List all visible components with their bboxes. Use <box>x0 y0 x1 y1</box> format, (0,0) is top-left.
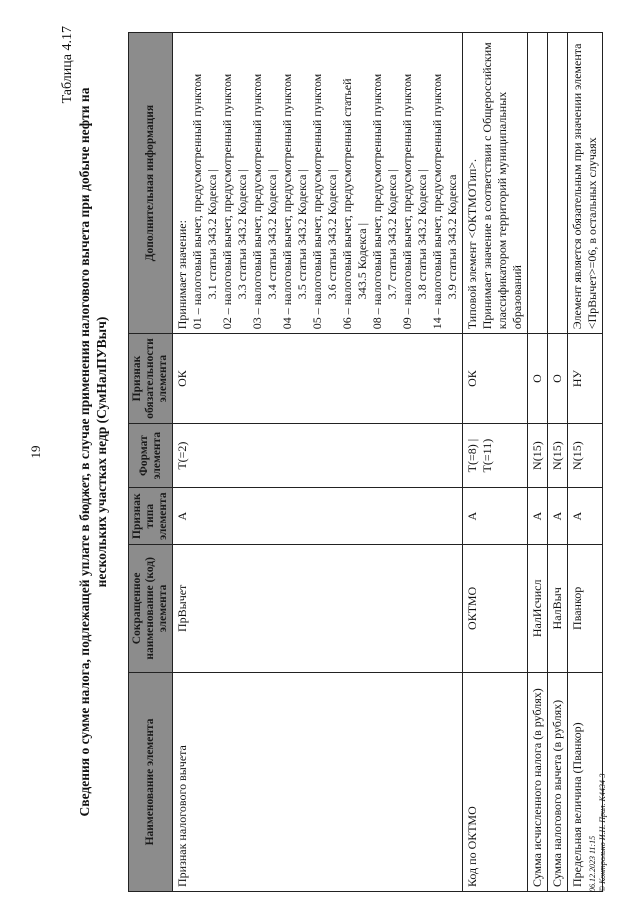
cell-type: А <box>548 488 568 544</box>
info-item-rest: 3.9 статьи 343.2 Кодекса <box>445 174 459 300</box>
cell-code: ПрВычет <box>173 544 463 672</box>
info-item-first: 06 – налоговый вычет, предусмотренный статьей <box>340 78 354 330</box>
cell-info: Элемент является обязательным при значении элемента <ПрВычет>=06, в остальных случаях <box>568 33 603 334</box>
info-item-rest: 3.1 статьи 343.2 Кодекса | <box>205 169 219 300</box>
cell-format: N(15) <box>568 423 603 488</box>
cell-info <box>173 33 463 334</box>
cell-name: Предельная величина (Пванкор) <box>568 672 603 891</box>
cell-format: N(15) <box>548 423 568 488</box>
cell-type: А <box>173 488 463 544</box>
info-item-rest: 343.5 Кодекса | <box>355 223 369 300</box>
format-line: T(=8) | <box>465 438 479 473</box>
cell-info <box>548 33 568 334</box>
table-header-row <box>129 33 173 892</box>
info-line: Типовой элемент <ОКТМОТип>. <box>465 158 479 330</box>
footer-date: 06.12.2023 11:15 <box>588 835 597 892</box>
info-item-first: 01 – налоговый вычет, предусмотренный пунктом <box>190 73 204 330</box>
header-required: Признак обязательности элемента <box>129 334 173 424</box>
cell-code: ОКТМО <box>463 544 528 672</box>
cell-required: О <box>528 334 548 424</box>
cell-required: НУ <box>568 334 603 424</box>
cell-code: Пванкор <box>568 544 603 672</box>
info-item-first: 05 – налоговый вычет, предусмотренный пунктом <box>310 73 324 330</box>
info-item-rest: 3.6 статьи 343.2 Кодекса | <box>325 169 339 300</box>
info-item-first: 09 – налоговый вычет, предусмотренный пунктом <box>400 73 414 330</box>
cell-format: N(15) <box>528 423 548 488</box>
header-code: Сокращенное наименование (код) элемента <box>129 544 173 672</box>
cell-type: А <box>528 488 548 544</box>
header-format: Формат элемента <box>129 423 173 488</box>
table-row <box>528 33 548 892</box>
info-item-first: 02 – налоговый вычет, предусмотренный пунктом <box>220 73 234 330</box>
cell-type: А <box>463 488 528 544</box>
info-item-rest: 3.4 статьи 343.2 Кодекса | <box>265 169 279 300</box>
info-item-rest: 3.8 статьи 343.2 Кодекса | <box>415 169 429 300</box>
info-item-rest: 3.5 статьи 343.2 Кодекса | <box>295 169 309 300</box>
header-info: Дополнительная информация <box>129 33 173 334</box>
cell-code: НалИсчисл <box>528 544 548 672</box>
cell-required: ОК <box>173 334 463 424</box>
cell-info <box>528 33 548 334</box>
cell-name: Код по ОКТМО <box>463 672 528 891</box>
cell-name: Сумма исчисленного налога (в рублях) <box>528 672 548 891</box>
info-item-first: 08 – налоговый вычет, предусмотренный пунктом <box>370 73 384 330</box>
table-title: Сведения о сумме налога, подлежащей уплате в бюджет, в случае применения налогового вычета при добыче нефти на нескольких участках недр (СумНалПУВыч) <box>77 87 109 817</box>
cell-code: НалВыч <box>548 544 568 672</box>
cell-format: T(=2) <box>173 423 463 488</box>
cell-type: А <box>568 488 603 544</box>
table-label: Таблица 4.17 <box>60 26 75 104</box>
info-intro: Принимает значение: <box>175 220 189 330</box>
header-type: Признак типа элемента <box>129 488 173 544</box>
rotated-sheet <box>20 12 620 892</box>
format-line: T(=11) <box>480 438 494 473</box>
info-item-first: 14 – налоговый вычет, предусмотренный пунктом <box>430 73 444 330</box>
cell-required: ОК <box>463 334 528 424</box>
header-name: Наименование элемента <box>129 672 173 891</box>
table-row <box>568 33 603 892</box>
footer-note: © Контрольно И.Н. Прил. К4434-3 <box>598 773 607 892</box>
table-row <box>548 33 568 892</box>
info-item-rest: 3.3 статьи 343.2 Кодекса | <box>235 169 249 300</box>
cell-name: Признак налогового вычета <box>173 672 463 891</box>
cell-format <box>463 423 528 488</box>
cell-name: Сумма налогового вычета (в рублях) <box>548 672 568 891</box>
footer-stamp <box>588 773 608 892</box>
cell-info <box>463 33 528 334</box>
page-number: 19 <box>28 445 43 459</box>
cell-required: О <box>548 334 568 424</box>
info-item-rest: 3.7 статьи 343.2 Кодекса | <box>385 169 399 300</box>
info-item-first: 04 – налоговый вычет, предусмотренный пунктом <box>280 73 294 330</box>
info-item-first: 03 – налоговый вычет, предусмотренный пунктом <box>250 73 264 330</box>
info-line: Принимает значение в соответствии с Общероссийским классификатором территорий муниципальных образований <box>480 42 524 330</box>
table-row <box>463 33 528 892</box>
elements-table <box>128 32 603 892</box>
table-row <box>173 33 463 892</box>
